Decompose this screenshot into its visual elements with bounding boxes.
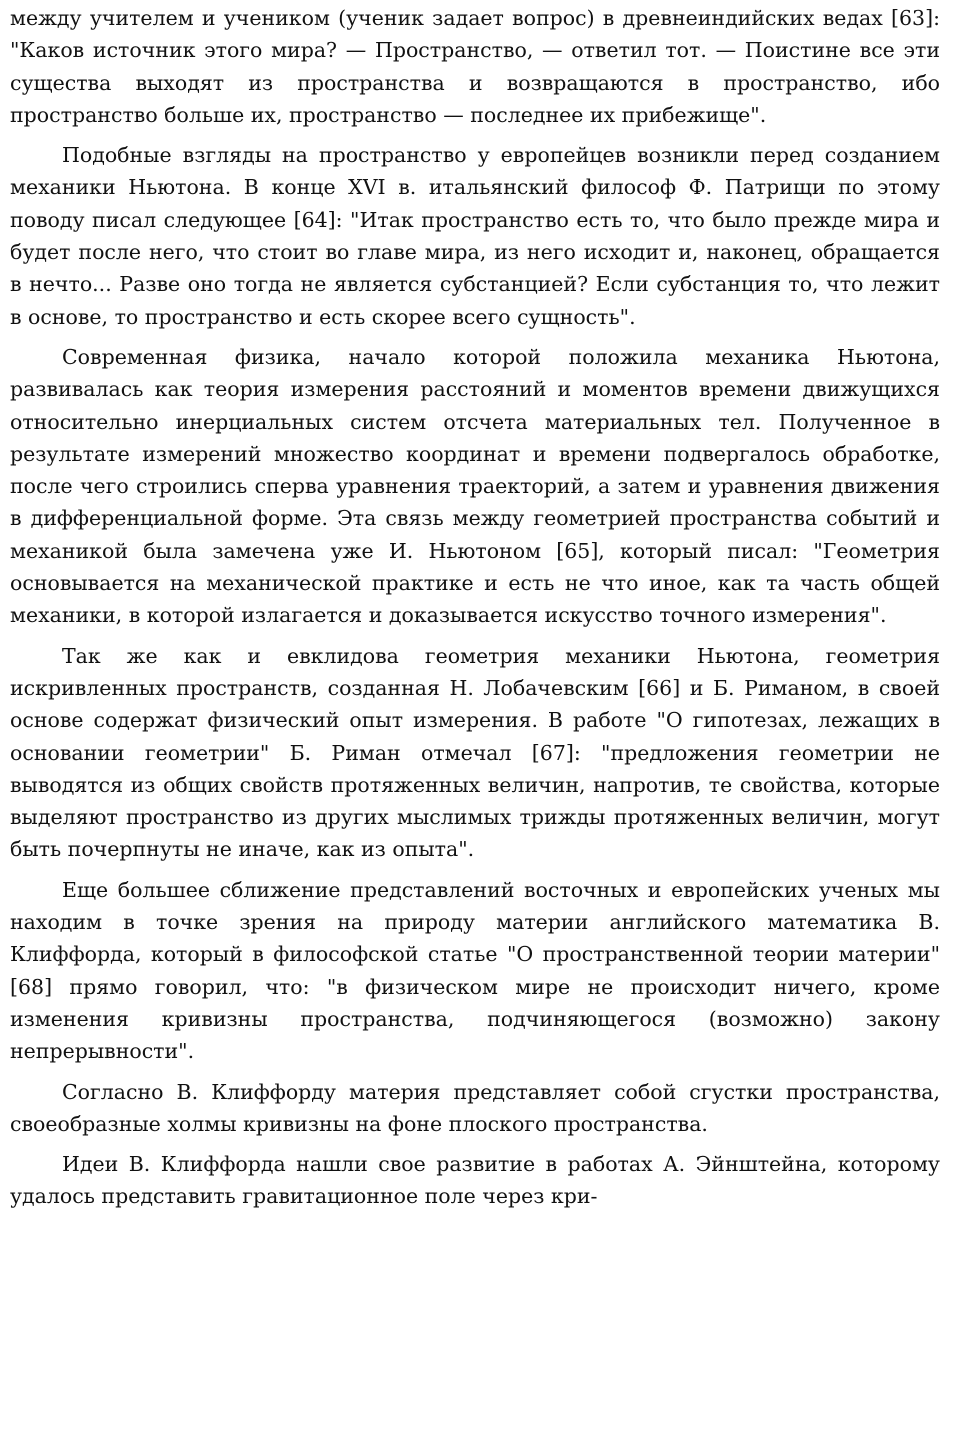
paragraph-curved-geometry: Так же как и евклидова геометрия механики Ньютона, геометрия искривленных пространств, созданная Н. Лобачевским [66] и Б. Риманом, в своей основе содержат физический опыт измерения. В работе "О гипотезах, лежащих в основании геометрии" Б. Риман отмечал [67]: "предложения геометрии не выводятся из общих свойств протяженных величин, напротив, те свойства, которые выделяют пространство из других мыслимых трижды протяженных величин, могут быть почерпнуты не иначе, как из опыта". — [10, 643, 940, 862]
paragraph-clifford-view: Еще большее сближение представлений восточных и европейских ученых мы находим в точке зрения на природу материи английского математика В. Клиффорда, который в философской статье "О пространственной теории материи" [68] прямо говорил, что: "в физическом мире не происходит ничего, кроме изменения кривизны пространства, подчиняющегося (возможно) закону непрерывности". — [10, 877, 940, 1064]
paragraph-clifford-matter: Согласно В. Клиффорду материя представляет собой сгустки пространства, своеобразные холмы кривизны на фоне плоского пространства. — [10, 1079, 940, 1136]
paragraph-vedas-quote: между учителем и учеником (ученик задает вопрос) в древнеиндийских ведах [63]: "Каков источник этого мира? — Пространство, — ответил тот. — Поистине все эти существа выходят из пространства и возвращаются в пространство, ибо пространство больше их, пространство — последнее их прибежище". — [10, 6, 940, 127]
document-page — [10, 2, 940, 1221]
paragraph-einstein: Идеи В. Клиффорда нашли свое развитие в работах А. Эйнштейна, которому удалось представить гравитационное поле через кри- — [10, 1152, 940, 1209]
paragraph-modern-physics: Современная физика, начало которой положила механика Ньютона, развивалась как теория измерения расстояний и моментов времени движущихся относительно инерциальных систем отсчета материальных тел. Полученное в результате измерений множество координат и времени подвергалось обработке, после чего строились сперва уравнения траекторий, а затем и уравнения движения в дифференциальной форме. Эта связь между геометрией пространства событий и механикой была замечена уже И. Ньютоном [65], который писал: "Геометрия основывается на механической практике и есть не что иное, как та часть общей механики, в которой излагается и доказывается искусство точного измерения". — [10, 344, 940, 628]
paragraph-patrizi: Подобные взгляды на пространство у европейцев возникли перед созданием механики Ньютона. В конце XVI в. итальянский философ Ф. Патрищи по этому поводу писал следующее [64]: "Итак пространство есть то, что было прежде мира и будет после него, что стоит во главе мира, из него исходит и, наконец, обращается в нечто... Разве оно тогда не является субстанцией? Если субстанция то, что лежит в основе, то пространство и есть скорее всего сущность". — [10, 143, 940, 329]
